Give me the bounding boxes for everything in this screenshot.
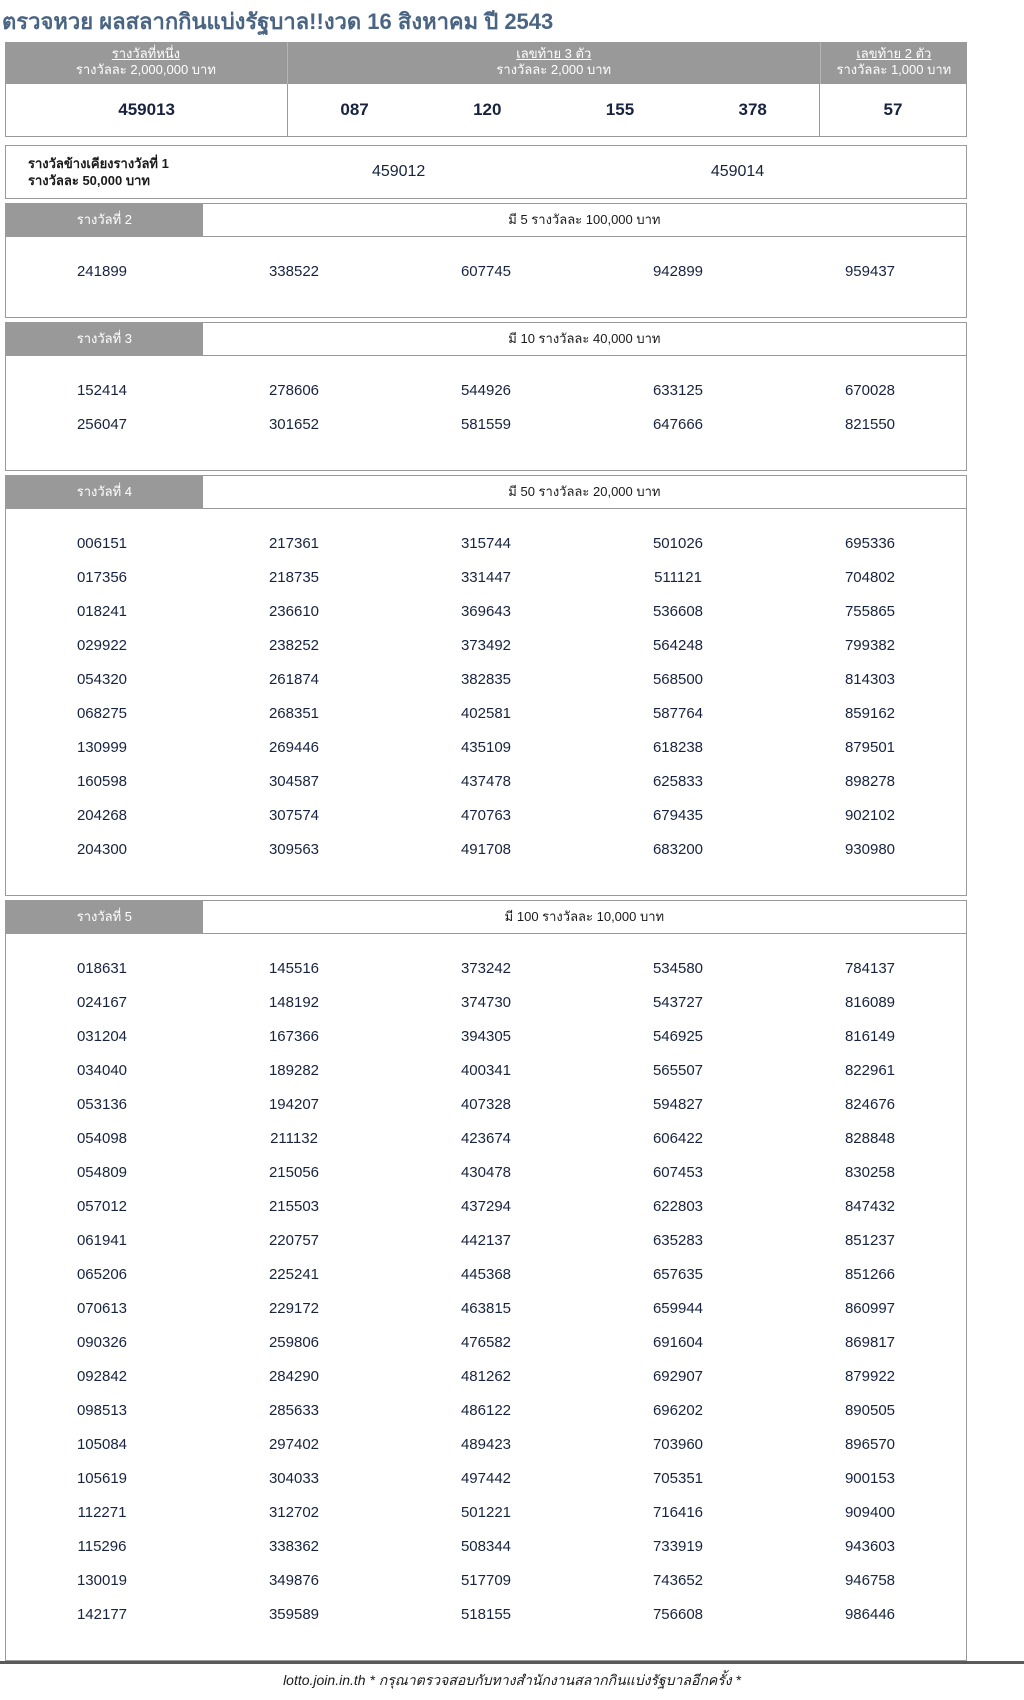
prize-number: 445368 [460,1266,512,1283]
three-digit-label: เลขท้าย 3 ตัว [516,46,592,61]
prize-number: 115296 [77,1538,127,1555]
prize-number: 423674 [460,1130,512,1147]
prize-number: 105084 [76,1436,128,1453]
prize-number: 053136 [76,1096,128,1113]
two-digit-amount: รางวัลละ 1,000 บาท [836,62,952,77]
prize-number: 241899 [76,263,128,280]
prize-number: 657635 [652,1266,704,1283]
prize-number: 338522 [268,263,320,280]
prize-number: 946758 [844,1572,896,1589]
prize-section-header [6,901,966,934]
prize-number: 692907 [652,1368,704,1385]
prize-number: 018631 [76,960,128,977]
prize-number: 470763 [460,807,512,824]
prize-number: 236610 [268,603,320,620]
prize-number: 229172 [268,1300,320,1317]
prize-number: 534580 [652,960,704,977]
three-digit-number: 155 [605,100,635,119]
prize-number: 828848 [844,1130,896,1147]
prize-section-header [6,323,966,356]
prize-number: 430478 [460,1164,512,1181]
prize-number: 437478 [460,773,512,790]
prize-number: 152414 [76,382,128,399]
prize-number: 716416 [652,1504,704,1521]
prize-number: 269446 [268,739,320,756]
prize-number: 822961 [844,1062,896,1079]
prize-number: 349876 [268,1572,320,1589]
two-digit-header [821,42,967,84]
prize-section [5,203,967,318]
prize-section-description: มี 50 รางวัลละ 20,000 บาท [508,484,661,499]
prize-number: 057012 [76,1198,128,1215]
first-prize-number: 459013 [6,84,288,136]
prize-number: 105619 [76,1470,128,1487]
prize-number: 816149 [844,1028,896,1045]
prize-number: 618238 [652,739,704,756]
prize-number: 402581 [460,705,512,722]
prize-number: 369643 [460,603,512,620]
prize-number: 315744 [460,535,512,552]
prize-number: 879922 [844,1368,896,1385]
prize-number: 374730 [460,994,512,1011]
prize-number: 220757 [268,1232,320,1249]
prize-section [5,322,967,471]
main-results-header [5,42,967,84]
prize-number: 594827 [652,1096,704,1113]
prize-number: 331447 [460,569,512,586]
prize-number: 098513 [76,1402,128,1419]
prize-section-description: มี 5 รางวัลละ 100,000 บาท [508,212,661,227]
prize-number: 090326 [76,1334,128,1351]
prize-number: 359589 [268,1606,320,1623]
prize-number: 816089 [844,994,896,1011]
prize-section-description: มี 10 รางวัลละ 40,000 บาท [508,331,661,346]
prize-number: 261874 [268,671,320,688]
prize-sections [5,203,967,1661]
prize-section-label: รางวัลที่ 5 [6,901,203,933]
prize-number: 733919 [652,1538,704,1555]
prize-number: 029922 [76,637,128,654]
prize-number: 890505 [844,1402,896,1419]
prize-number-grid [6,237,966,317]
prize-number: 679435 [652,807,704,824]
prize-number: 215056 [268,1164,320,1181]
prize-number: 301652 [268,416,320,433]
prize-number: 017356 [76,569,128,586]
prize-number: 830258 [844,1164,896,1181]
prize-number: 879501 [844,739,896,756]
prize-number: 031204 [76,1028,128,1045]
prize-number: 307574 [268,807,320,824]
prize-number: 824676 [844,1096,896,1113]
prize-number: 018241 [76,603,128,620]
prize-number: 284290 [268,1368,320,1385]
prize-section [5,900,967,1661]
prize-number: 217361 [268,535,320,552]
adjacent-prize-amount: รางวัลละ 50,000 บาท [28,173,150,188]
main-results-row [5,84,967,137]
prize-number: 373242 [460,960,512,977]
prize-number: 851237 [844,1232,896,1249]
results-table-area [5,42,967,1661]
prize-number: 564248 [652,637,704,654]
prize-number: 647666 [652,416,704,433]
prize-number: 054098 [76,1130,128,1147]
page-title: ตรวจหวย ผลสลากกินแบ่งรัฐบาล!!งวด 16 สิงหาคม ปี 2543 [2,9,554,34]
prize-number: 930980 [844,841,896,858]
prize-number: 256047 [76,416,128,433]
adjacent-prize-box [5,145,967,199]
prize-number: 784137 [844,960,896,977]
prize-number: 544926 [460,382,512,399]
prize-number: 006151 [76,535,128,552]
prize-number: 743652 [652,1572,704,1589]
prize-number: 491708 [460,841,512,858]
prize-number: 909400 [844,1504,896,1521]
prize-number: 705351 [652,1470,704,1487]
prize-number: 065206 [76,1266,128,1283]
prize-number: 309563 [268,841,320,858]
prize-number: 437294 [460,1198,512,1215]
prize-number: 285633 [268,1402,320,1419]
prize-number-grid [6,934,966,1660]
prize-number: 382835 [460,671,512,688]
prize-number: 373492 [460,637,512,654]
prize-section-label: รางวัลที่ 3 [6,323,203,355]
prize-number: 497442 [460,1470,512,1487]
two-digit-number: 57 [883,100,903,119]
prize-number: 756608 [652,1606,704,1623]
prize-number: 898278 [844,773,896,790]
prize-number: 501026 [652,535,704,552]
prize-number: 851266 [844,1266,896,1283]
prize-number: 536608 [652,603,704,620]
prize-number: 670028 [844,382,896,399]
prize-number: 814303 [844,671,896,688]
prize-number: 204300 [76,841,128,858]
prize-number: 704802 [844,569,896,586]
prize-number: 092842 [76,1368,128,1385]
prize-number: 486122 [460,1402,512,1419]
prize-number: 633125 [652,382,704,399]
three-digit-numbers [288,84,820,136]
prize-number: 625833 [652,773,704,790]
prize-number: 860997 [844,1300,896,1317]
prize-number: 703960 [652,1436,704,1453]
prize-number: 061941 [76,1232,128,1249]
prize-section-label: รางวัลที่ 4 [6,476,203,508]
prize-number: 215503 [268,1198,320,1215]
prize-number: 130999 [76,739,128,756]
prize-number: 130019 [76,1572,128,1589]
prize-number: 463815 [460,1300,512,1317]
main-results-box [5,42,967,137]
prize-number: 902102 [844,807,896,824]
three-digit-number: 378 [738,100,767,119]
prize-number: 489423 [460,1436,512,1453]
prize-number: 683200 [652,841,704,858]
prize-number: 607745 [460,263,512,280]
adjacent-prize-label-block [6,155,288,189]
prize-number: 821550 [844,416,896,433]
prize-number: 546925 [652,1028,704,1045]
prize-number: 145516 [268,960,320,977]
prize-section-header [6,204,966,237]
two-digit-label: เลขท้าย 2 ตัว [856,46,932,61]
adjacent-prize-number: 459014 [710,163,765,180]
prize-number: 070613 [76,1300,128,1317]
prize-number: 517709 [460,1572,512,1589]
prize-number: 024167 [76,994,128,1011]
three-digit-header [288,42,821,84]
prize-number: 587764 [652,705,704,722]
prize-number-grid [6,509,966,895]
prize-number: 942899 [652,263,704,280]
prize-number: 167366 [268,1028,320,1045]
prize-number: 986446 [844,1606,896,1623]
first-prize-amount: รางวัลละ 2,000,000 บาท [75,62,216,77]
prize-number: 204268 [76,807,128,824]
prize-number: 312702 [268,1504,320,1521]
prize-number: 278606 [268,382,320,399]
adjacent-prize-number: 459012 [371,163,426,180]
prize-section-header [6,476,966,509]
prize-section-description: มี 100 รางวัลละ 10,000 บาท [504,909,665,924]
prize-number: 435109 [460,739,512,756]
adjacent-prize-label: รางวัลข้างเคียงรางวัลที่ 1 [28,156,169,171]
prize-number: 259806 [268,1334,320,1351]
three-digit-number: 087 [340,100,369,119]
prize-number: 068275 [76,705,128,722]
three-digit-number: 120 [473,100,502,119]
prize-number: 508344 [460,1538,512,1555]
prize-number: 501221 [460,1504,512,1521]
prize-number: 394305 [460,1028,512,1045]
prize-number: 481262 [460,1368,512,1385]
prize-number: 400341 [460,1062,512,1079]
prize-number: 218735 [268,569,320,586]
prize-section [5,475,967,896]
prize-number: 518155 [460,1606,512,1623]
prize-number-grid [6,356,966,470]
prize-number: 896570 [844,1436,896,1453]
footer-text: lotto.join.in.th * กรุณาตรวจสอบกับทางสำนักงานสลากกินแบ่งรัฐบาลอีกครั้ง * [283,1672,741,1688]
prize-number: 847432 [844,1198,896,1215]
prize-number: 476582 [460,1334,512,1351]
prize-number: 900153 [844,1470,896,1487]
prize-number: 194207 [268,1096,320,1113]
prize-number: 607453 [652,1164,704,1181]
prize-number: 581559 [460,416,512,433]
prize-number: 568500 [652,671,704,688]
prize-number: 635283 [652,1232,704,1249]
prize-number: 511121 [654,569,702,586]
three-digit-amount: รางวัลละ 2,000 บาท [496,62,612,77]
prize-number: 238252 [268,637,320,654]
prize-number: 034040 [76,1062,128,1079]
prize-number: 142177 [76,1606,128,1623]
prize-number: 268351 [268,705,320,722]
prize-number: 054320 [76,671,128,688]
prize-number: 189282 [268,1062,320,1079]
prize-number: 799382 [844,637,896,654]
prize-number: 160598 [76,773,128,790]
prize-section-label: รางวัลที่ 2 [6,204,203,236]
prize-number: 112271 [77,1504,127,1521]
prize-number: 407328 [460,1096,512,1113]
prize-number: 755865 [844,603,896,620]
prize-number: 943603 [844,1538,896,1555]
prize-number: 869817 [844,1334,896,1351]
prize-number: 691604 [652,1334,704,1351]
prize-number: 565507 [652,1062,704,1079]
prize-number: 606422 [652,1130,704,1147]
prize-number: 225241 [268,1266,320,1283]
prize-number: 695336 [844,535,896,552]
prize-number: 148192 [268,994,320,1011]
prize-number: 622803 [652,1198,704,1215]
prize-number: 696202 [652,1402,704,1419]
prize-number: 442137 [460,1232,512,1249]
prize-number: 543727 [652,994,704,1011]
first-prize-header [5,42,288,84]
prize-number: 659944 [652,1300,704,1317]
prize-number: 959437 [844,263,896,280]
prize-number: 304587 [268,773,320,790]
prize-number: 338362 [268,1538,320,1555]
prize-number: 054809 [76,1164,128,1181]
first-prize-label: รางวัลที่หนึ่ง [111,46,181,61]
prize-number: 304033 [268,1470,320,1487]
prize-number: 211132 [270,1130,318,1147]
prize-number: 859162 [844,705,896,722]
prize-number: 297402 [268,1436,320,1453]
